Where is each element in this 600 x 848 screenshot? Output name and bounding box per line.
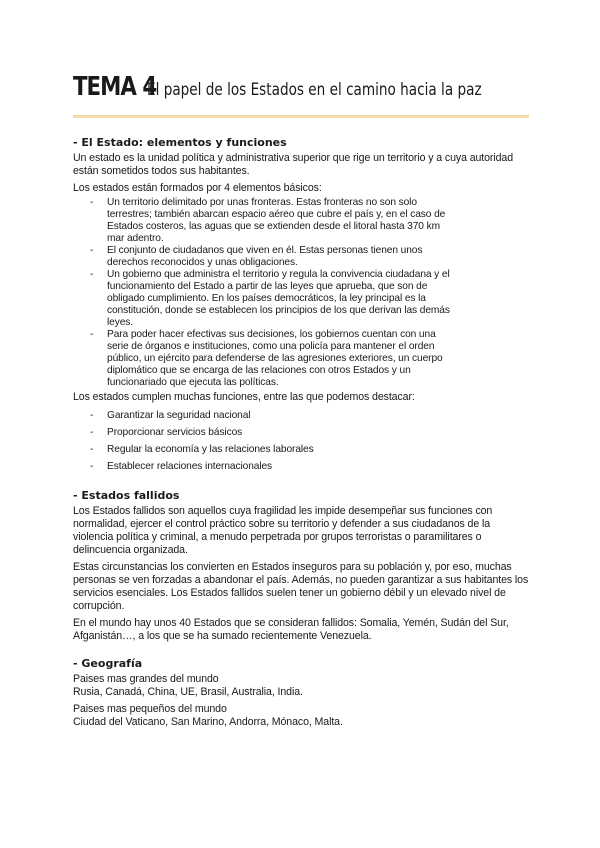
list-item: - Un gobierno que administra el territorio y regula la convivencia ciudadana y el funcionamiento del Estado a partir de las leyes que aprueba, que son de obligado cumplimiento. En los países democráticos, la ley principal es la constitución, donde se establecen los principios de los que derivan las demás leyes. [73, 269, 529, 329]
label-smallest-countries: Paises mas pequeños del mundo [73, 703, 227, 715]
list-item: - Garantizar la seguridad nacional [73, 409, 529, 422]
section-heading-estado: - El Estado: elementos y funciones [73, 136, 287, 149]
title-row [73, 72, 529, 112]
elements-list [73, 197, 529, 389]
paragraph: Estas circunstancias los convierten en Estados inseguros para su población y, por eso, muchas personas se ven forzadas a abandonar el país. Además, no pueden garantizar a sus habitantes los servicios esenciales. Los Estados fallidos suelen tener un gobierno débil y un elevado nivel de corrupción. [73, 561, 529, 612]
paragraph: Los estados están formados por 4 elementos básicos: [73, 182, 322, 194]
title-underline [73, 115, 529, 118]
list-item: - Establecer relaciones internacionales [73, 460, 529, 473]
paragraph: Un estado es la unidad política y administrativa superior que rige un territorio y a cuya autoridad están sometidos todos sus habitantes. [73, 152, 513, 177]
list-item: - Para poder hacer efectivas sus decisiones, los gobiernos cuentan con una serie de órganos e instituciones, como una policía para mantener el orden público, un ejército para defenderse de las agresiones exteriores, un cuerpo diplomático que se encarga de las relaciones con otros Estados y un funcionariado que ejecuta las políticas. [73, 329, 529, 389]
document-page [73, 72, 529, 729]
smallest-countries-list: Ciudad del Vaticano, San Marino, Andorra, Mónaco, Malta. [73, 716, 343, 728]
largest-countries-list: Rusia, Canadá, China, UE, Brasil, Australia, India. [73, 686, 303, 698]
list-item: - El conjunto de ciudadanos que viven en él. Estas personas tienen unos derechos reconocidos y unas obligaciones. [73, 245, 529, 269]
paragraph: Los Estados fallidos son aquellos cuya fragilidad les impide desempeñar sus funciones con normalidad, ejercer el control práctico sobre su territorio y defender a sus ciudadanos de la violencia política y criminal, a menudo perpetrada por grupos terroristas o paramilitares o delincuencia organizada. [73, 505, 493, 556]
list-item: - Proporcionar servicios básicos [73, 426, 529, 439]
label-largest-countries: Paises mas grandes del mundo [73, 673, 219, 685]
paragraph: En el mundo hay unos 40 Estados que se consideran fallidos: Somalia, Yemén, Sudán del Sur, Afganistán…, a los que se ha sumado recientemente Venezuela. [73, 617, 509, 642]
paragraph: Los estados cumplen muchas funciones, entre las que podemos destacar: [73, 391, 415, 403]
topic-number: TEMA 4 [73, 72, 157, 102]
section-heading-fallidos: - Estados fallidos [73, 489, 180, 502]
list-item: - Un territorio delimitado por unas fronteras. Estas fronteras no son solo terrestres; también abarcan espacio aéreo que cubre el país y, en el caso de Estados costeros, las aguas que se extienden desde el litoral hasta 370 km mar adentro. [73, 197, 529, 245]
topic-title: El papel de los Estados en el camino hacia la paz [147, 80, 482, 100]
list-item: - Regular la economía y las relaciones laborales [73, 443, 529, 456]
functions-list [73, 409, 529, 473]
section-heading-geografia: - Geografía [73, 657, 143, 670]
